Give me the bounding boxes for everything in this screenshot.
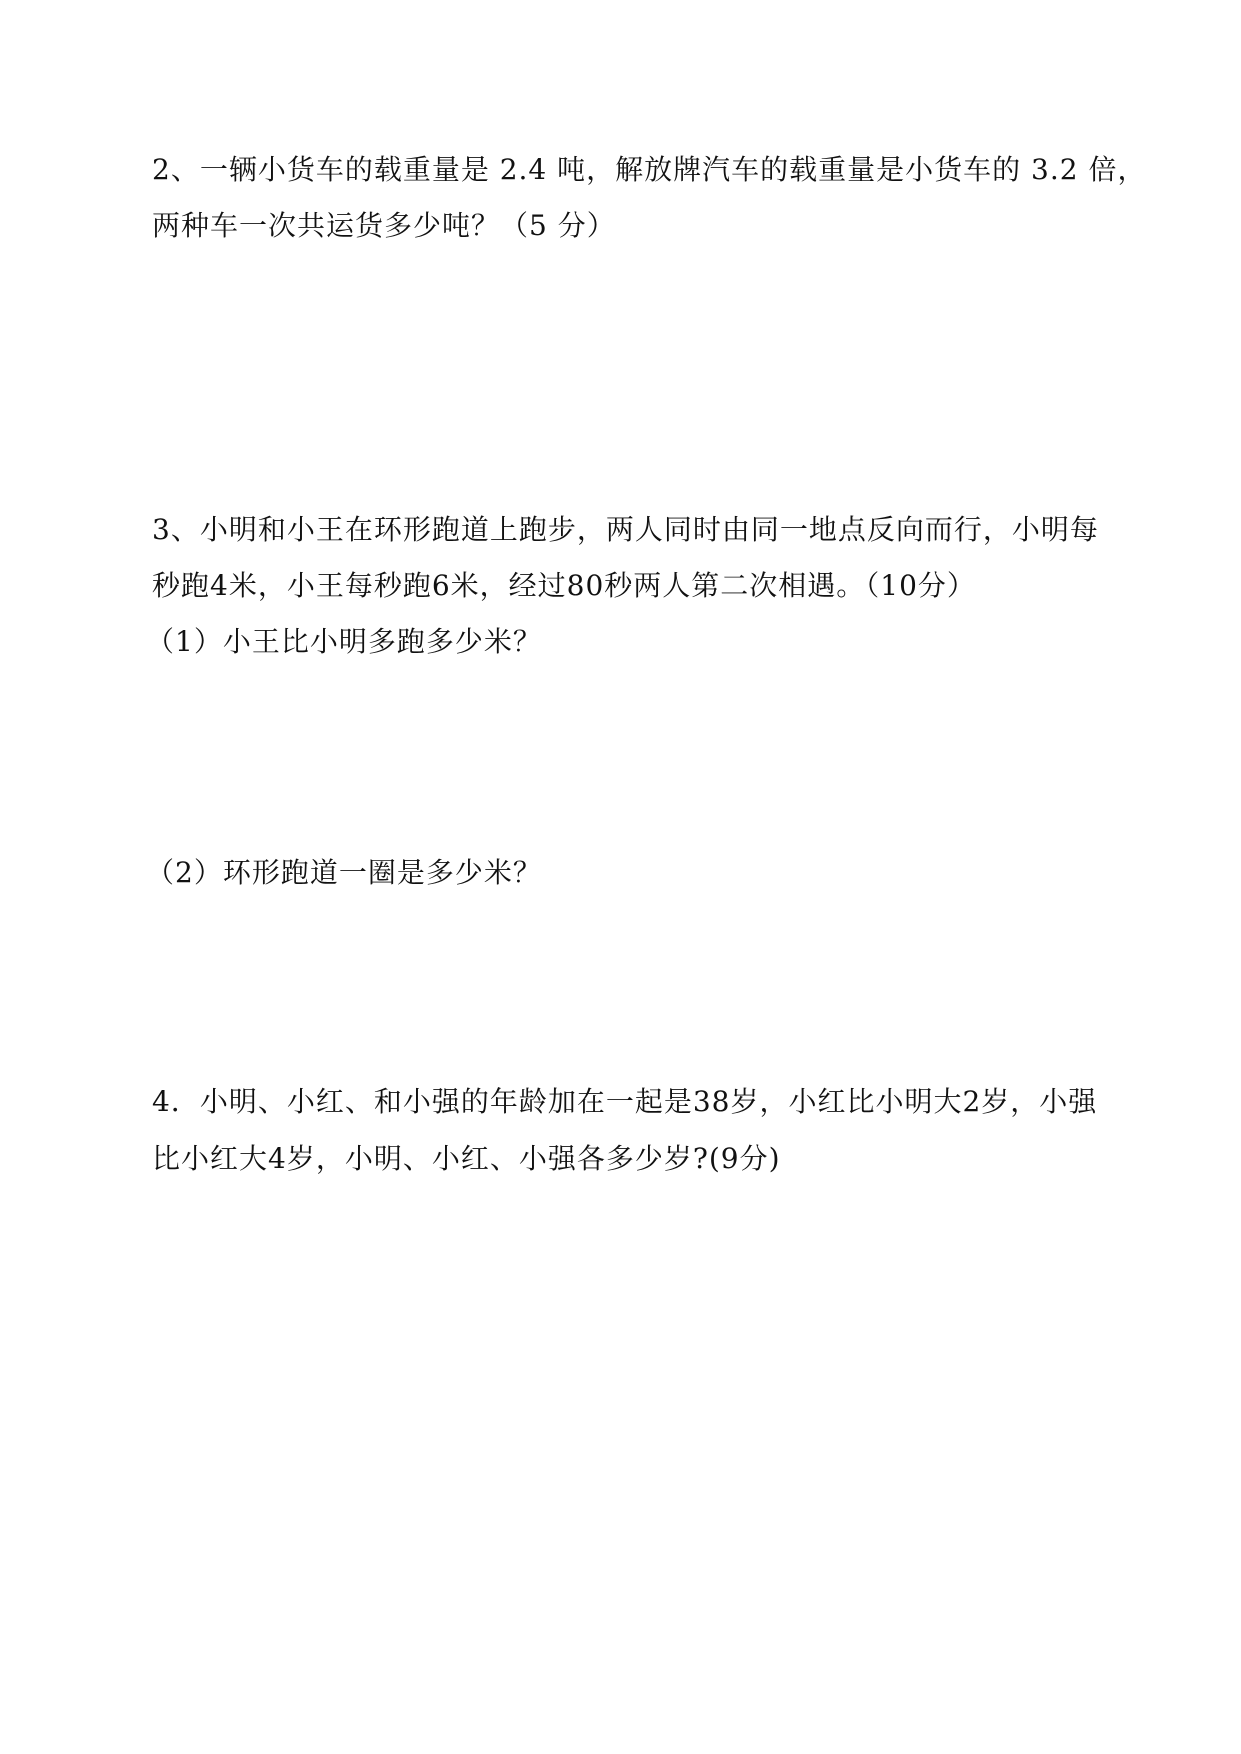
- question-3-line-1: 3、小明和小王在环形跑道上跑步，两人同时由同一地点反向而行，小明每: [152, 513, 1099, 546]
- question-4-line-2: 比小红大4岁，小明、小红、小强各多少岁?(9分): [152, 1142, 781, 1175]
- question-2-line-1: 2、一辆小货车的载重量是 2.4 吨，解放牌汽车的载重量是小货车的 3.2 倍，: [152, 153, 1147, 186]
- question-3-subquestion-2: （2）环形跑道一圈是多少米？: [146, 856, 542, 889]
- question-3-subquestion-1: （1）小王比小明多跑多少米？: [146, 625, 542, 658]
- question-4-line-1: 4．小明、小红、和小强的年龄加在一起是38岁，小红比小明大2岁，小强: [152, 1085, 1098, 1118]
- question-2-line-2: 两种车一次共运货多少吨？（5 分）: [152, 209, 616, 242]
- question-3-line-2: 秒跑4米，小王每秒跑6米，经过80秒两人第二次相遇。（10分）: [152, 569, 976, 602]
